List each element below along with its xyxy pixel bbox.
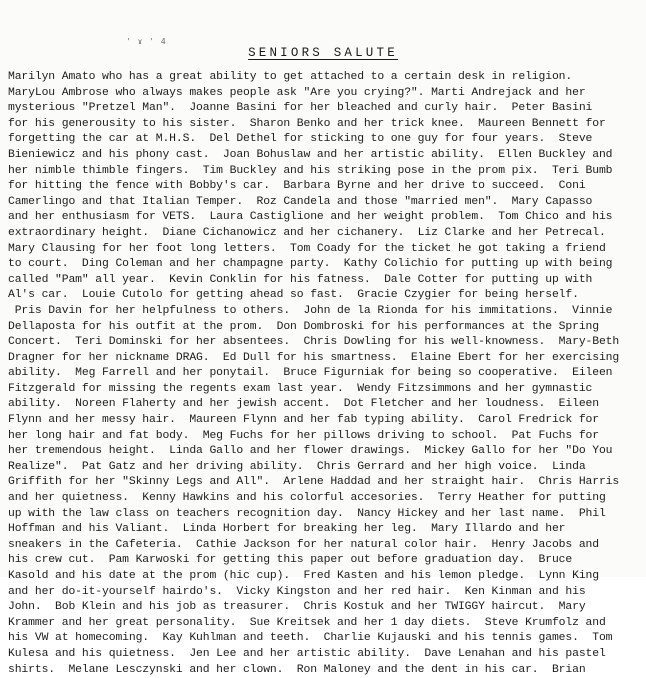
text-line: Al's car. Louie Cutolo for getting ahead so fast. Gracie Czygier for being herself. (8, 289, 579, 302)
page-title: SENIORS SALUTE (248, 46, 398, 60)
text-line: Griffith for her "Skinny Legs and All". Arlene Haddad and her straight hair. Chris Harris (8, 476, 620, 489)
text-line: Mary Clausing for her foot long letters. Tom Coady for the ticket he got taking a friend (8, 242, 606, 255)
text-line: her long hair and fat body. Meg Fuchs for her pillows driving to school. Pat Fuchs for (8, 429, 599, 442)
text-line: up with the law class on teachers recognition day. Nancy Hickey and her last name. Phil (8, 507, 606, 520)
body-text (8, 70, 640, 678)
text-line: ability. Meg Farrell and her ponytail. Bruce Figurniak for being so cooperative. Eileen (8, 367, 613, 380)
text-line: Marilyn Amato who has a great ability to get attached to a certain desk in religion. (8, 71, 573, 83)
text-line: her nimble thimble fingers. Tim Buckley and his striking pose in the prom pix. Teri Bumb (8, 164, 613, 177)
text-line: extraordinary height. Diane Cichanowicz and her cichanery. Liz Clarke and her Petrecal. (8, 226, 606, 239)
text-line: Flynn and her messy hair. Maureen Flynn and her fab typing ability. Carol Fredrick for (8, 414, 599, 427)
text-line: her tremendous height. Linda Gallo and her flower drawings. Mickey Gallo for her "Do You (8, 445, 613, 458)
text-line: Kulesa and his quietness. Jen Lee and her artistic ability. Dave Lenahan and his pastel (8, 647, 606, 660)
text-line: and her quietness. Kenny Hawkins and his colorful accesories. Terry Heather for putting (8, 492, 606, 505)
text-line: Fitzgerald for missing the regents exam last year. Wendy Fitzsimmons and her gymnastic (8, 382, 593, 395)
text-line: Pris Davin for her helpfulness to others. John de la Rionda for his immitations. Vinnie (8, 304, 613, 317)
text-line: Dragner for her nickname DRAG. Ed Dull for his smartness. Elaine Ebert for her exercising (8, 351, 620, 364)
text-line: ability. Noreen Flaherty and her jewish accent. Dot Fletcher and her loudness. Eileen (8, 398, 599, 411)
text-line: for his generousity to his sister. Sharon Benko and her trick knee. Maureen Bennett for (8, 117, 606, 130)
text-line: Krammer and her great personality. Sue Kreitsek and her 1 day diets. Steve Krumfolz and (8, 616, 606, 629)
text-line: Bieniewicz and his phony cast. Joan Bohuslaw and her artistic ability. Ellen Buckley and (8, 148, 613, 161)
text-line: his crew cut. Pam Karwoski for getting this paper out before graduation day. Bruce (8, 554, 573, 567)
text-line: Concert. Teri Dominski for her absentees. Chris Dowling for his well-knowness. Mary-Beth (8, 336, 620, 349)
text-line: shirts. Melane Lesczynski and her clown. Ron Maloney and the dent in his car. Brian (8, 663, 586, 676)
text-line: called "Pam" all year. Kevin Conklin for his fatness. Dale Cotter for putting up with (8, 273, 593, 286)
text-line: to court. Ding Coleman and her champagne party. Kathy Colichio for putting up with being (8, 258, 613, 271)
text-line: MaryLou Ambrose who always makes people ask "Are you crying?". Marti Andrejack and her (8, 86, 586, 99)
text-line: John. Bob Klein and his job as treasurer. Chris Kostuk and her TWIGGY haircut. Mary (8, 601, 586, 614)
text-line: Camerlingo and that Italian Temper. Roz Candela and those "married men". Mary Capasso (8, 195, 593, 208)
text-line: sneakers in the Cafeteria. Cathie Jackson for her natural color hair. Henry Jacobs and (8, 538, 599, 551)
text-line: Kasold and his date at the prom (hic cup). Fred Kasten and his lemon pledge. Lynn King (8, 570, 599, 582)
text-line: Realize". Pat Gatz and her driving ability. Chris Gerrard and her high voice. Linda (8, 460, 586, 473)
text-line: Hoffman and his Valiant. Linda Horbert for breaking her leg. Mary Illardo and her (8, 523, 566, 536)
text-line: his VW at homecoming. Kay Kuhlman and teeth. Charlie Kujauski and his tennis games. Tom (8, 632, 613, 645)
text-line: and her enthusiasm for VETS. Laura Castiglione and her weight problem. Tom Chico and his (8, 211, 613, 224)
text-line: and her do-it-yourself hairdo's. Vicky Kingston and her red hair. Ken Kinman and his (8, 585, 586, 598)
text-line: Dellaposta for his outfit at the prom. Don Dombroski for his performances at the Spring (8, 320, 599, 333)
stray-pencil-mark: ꞌ ɤ ꞌ 4 (126, 37, 167, 46)
text-line: forgetting the car at M.H.S. Del Dethel for sticking to one guy for four years. Steve (8, 133, 593, 146)
text-line: mysterious "Pretzel Man". Joanne Basini for her bleached and curly hair. Peter Basini (8, 102, 593, 115)
text-line: for hitting the fence with Bobby's car. Barbara Byrne and her drive to succeed. Coni (8, 180, 586, 193)
